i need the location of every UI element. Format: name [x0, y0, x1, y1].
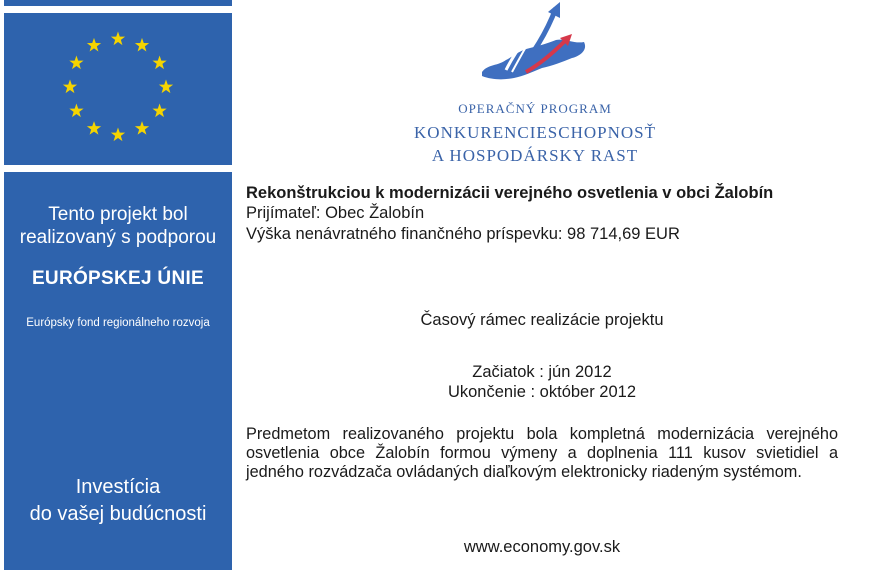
- recipient: Prijímateľ: Obec Žalobín: [246, 204, 425, 222]
- program-name-line-1: KONKURENCIESCHOPNOSŤ: [414, 123, 656, 142]
- eu-star-icon: [159, 80, 173, 94]
- top-blue-strip: [4, 0, 232, 6]
- timeframe-heading: Časový rámec realizácie projektu: [420, 311, 664, 329]
- investment-slogan: [4, 474, 232, 528]
- support-text: [4, 203, 232, 249]
- eu-stars: [4, 13, 232, 165]
- program-name-line-2: A HOSPODÁRSKY RAST: [431, 146, 639, 165]
- eu-star-icon: [135, 38, 149, 52]
- eu-star-icon: [152, 104, 166, 118]
- slogan-line-1: Investícia: [75, 476, 161, 498]
- eu-star-icon: [87, 38, 101, 52]
- project-description: Predmetom realizovaného projektu bola kompletná modernizácia verejného osvetlenia obce Žalobín formou výmeny a doplnenia 111 kusov svietidiel a jedného rozvádzača ovládaných diaľkovým elektronicky riadeným systémom.: [246, 425, 838, 481]
- grant-amount: Výška nenávratného finančného príspevku: 98 714,69 EUR: [246, 225, 680, 243]
- eu-star-icon: [111, 32, 125, 46]
- eu-star-icon: [69, 104, 83, 118]
- eu-star-icon: [69, 56, 83, 70]
- project-title: Rekonštrukciou k modernizácii verejného osvetlenia v obci Žalobín: [246, 184, 774, 202]
- eu-star-icon: [63, 80, 77, 94]
- program-logo-icon: [476, 0, 596, 95]
- eu-star-icon: [111, 128, 125, 142]
- slogan-line-2: do vašej budúcnosti: [29, 503, 207, 525]
- eu-star-icon: [152, 56, 166, 70]
- start-date: Začiatok : jún 2012: [472, 363, 612, 381]
- program-label: OPERAČNÝ PROGRAM: [458, 101, 612, 116]
- eu-star-icon: [135, 121, 149, 135]
- eu-support-panel: [4, 172, 232, 570]
- support-line-2: realizovaný s podporou: [19, 227, 217, 248]
- european-union-label: EURÓPSKEJ ÚNIE: [31, 268, 205, 289]
- fund-label: Európsky fond regionálneho rozvoja: [26, 317, 210, 329]
- support-line-1: Tento projekt bol: [48, 204, 188, 225]
- eu-flag: [4, 13, 232, 165]
- end-date: Ukončenie : október 2012: [447, 383, 637, 401]
- website-link[interactable]: www.economy.gov.sk: [463, 538, 621, 556]
- eu-star-icon: [87, 121, 101, 135]
